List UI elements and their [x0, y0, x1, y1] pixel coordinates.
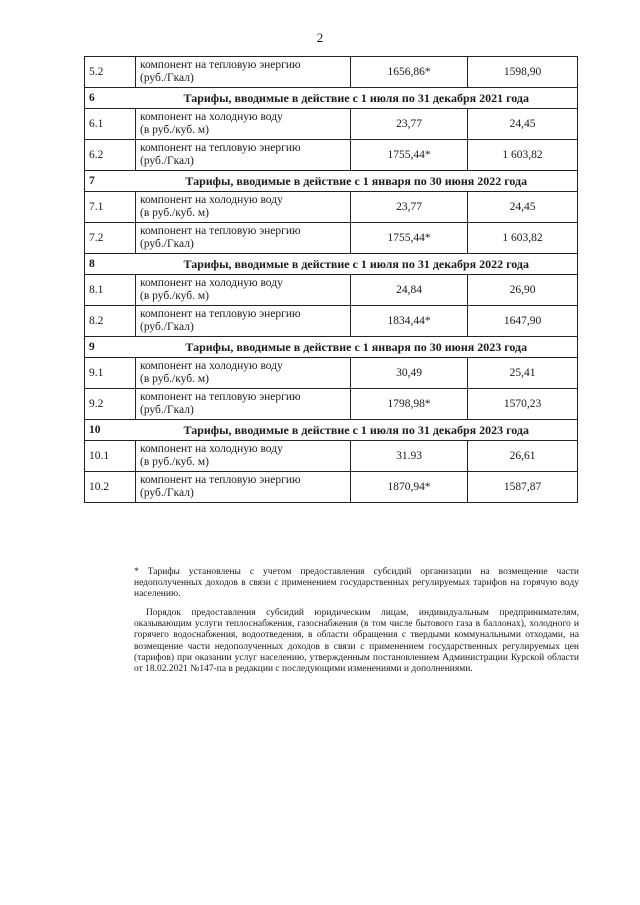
tariff-value-1: 1656,86*: [351, 57, 468, 88]
row-number: 9.1: [85, 358, 136, 389]
tariff-value-1: 31.93: [351, 441, 468, 472]
page-number: 2: [316, 30, 324, 45]
table-row: [85, 192, 578, 223]
table-row: [85, 472, 578, 503]
tariff-value-2: 26,90: [468, 275, 578, 306]
description-unit: (руб./Гкал): [140, 404, 194, 416]
row-number: 6.1: [85, 109, 136, 140]
tariff-value-1: 1755,44*: [351, 223, 468, 254]
subsidy-paragraph: Порядок предоставления субсидий юридическим лицам, индивидуальным предпринимателям, оказывающим услуги теплоснабжения, газоснабжения (в том числе бытового газа в баллонах), холодного и горячего водоснабжения, водоотведения, в области обращения с твердыми коммунальными отходами, на возмещение части недополученных доходов в связи с применением государственных регулируемых цен (тарифов) при оказании услуг населению, утвержденным постановлением Администрации Курской области от 18.02.2021 №147-па в редакции с последующими изменениями и дополнениями.: [134, 608, 579, 675]
description-line: компонент на тепловую энергию: [140, 225, 301, 237]
footnote: * Тарифы установлены с учетом предоставления субсидий организации на возмещение части недополученных доходов в связи с применением государственных регулируемых тарифов на горячую воду населению.: [134, 567, 579, 599]
row-description: [136, 57, 351, 88]
tariff-table: [84, 56, 578, 503]
tariff-value-2: 1 603,82: [468, 223, 578, 254]
row-number: 7.2: [85, 223, 136, 254]
section-number: 8: [85, 254, 136, 275]
row-description: [136, 109, 351, 140]
row-number: 8.1: [85, 275, 136, 306]
description-unit: (в руб./куб. м): [140, 456, 209, 468]
row-number: 8.2: [85, 306, 136, 337]
description-line: компонент на холодную воду: [140, 443, 283, 455]
table-row: [85, 389, 578, 420]
description-line: компонент на тепловую энергию: [140, 59, 301, 71]
description-line: компонент на холодную воду: [140, 360, 283, 372]
section-row: [85, 254, 578, 275]
description-line: компонент на холодную воду: [140, 277, 283, 289]
table-row: [85, 223, 578, 254]
table-row: [85, 306, 578, 337]
description-line: компонент на тепловую энергию: [140, 474, 301, 486]
description-unit: (руб./Гкал): [140, 487, 194, 499]
description-unit: (в руб./куб. м): [140, 290, 209, 302]
tariff-value-2: 24,45: [468, 192, 578, 223]
row-number: 6.2: [85, 140, 136, 171]
tariff-value-1: 1870,94*: [351, 472, 468, 503]
tariff-value-2: 25,41: [468, 358, 578, 389]
tariff-value-2: 1570,23: [468, 389, 578, 420]
tariff-value-2: 1647,90: [468, 306, 578, 337]
section-number: 7: [85, 171, 136, 192]
description-unit: (в руб./куб. м): [140, 207, 209, 219]
row-number: 10.2: [85, 472, 136, 503]
description-unit: (в руб./куб. м): [140, 373, 209, 385]
row-description: [136, 306, 351, 337]
tariff-value-1: 23,77: [351, 192, 468, 223]
row-description: [136, 358, 351, 389]
section-row: [85, 171, 578, 192]
row-number: 10.1: [85, 441, 136, 472]
tariff-value-2: 26,61: [468, 441, 578, 472]
table-row: [85, 441, 578, 472]
table-row: [85, 275, 578, 306]
description-line: компонент на тепловую энергию: [140, 142, 301, 154]
section-title: Тарифы, вводимые в действие с 1 июля по 31 декабря 2023 года: [136, 420, 578, 441]
table-row: [85, 358, 578, 389]
description-unit: (руб./Гкал): [140, 321, 194, 333]
section-title: Тарифы, вводимые в действие с 1 июля по 31 декабря 2022 года: [136, 254, 578, 275]
description-unit: (руб./Гкал): [140, 72, 194, 84]
tariff-value-1: 30,49: [351, 358, 468, 389]
row-number: 7.1: [85, 192, 136, 223]
tariff-value-2: 24,45: [468, 109, 578, 140]
section-number: 9: [85, 337, 136, 358]
description-unit: (руб./Гкал): [140, 238, 194, 250]
tariff-value-1: 23,77: [351, 109, 468, 140]
table-row: [85, 140, 578, 171]
table-row: [85, 57, 578, 88]
description-line: компонент на холодную воду: [140, 111, 283, 123]
section-number: 10: [85, 420, 136, 441]
row-description: [136, 223, 351, 254]
row-description: [136, 275, 351, 306]
table-row: [85, 109, 578, 140]
section-title: Тарифы, вводимые в действие с 1 января по 30 июня 2023 года: [136, 337, 578, 358]
tariff-value-2: 1598,90: [468, 57, 578, 88]
tariff-value-2: 1 603,82: [468, 140, 578, 171]
section-row: [85, 88, 578, 109]
section-title: Тарифы, вводимые в действие с 1 января по 30 июня 2022 года: [136, 171, 578, 192]
row-description: [136, 389, 351, 420]
tariff-value-2: 1587,87: [468, 472, 578, 503]
tariff-value-1: 24,84: [351, 275, 468, 306]
description-unit: (в руб./куб. м): [140, 124, 209, 136]
tariff-value-1: 1834,44*: [351, 306, 468, 337]
section-row: [85, 337, 578, 358]
section-row: [85, 420, 578, 441]
section-title: Тарифы, вводимые в действие с 1 июля по 31 декабря 2021 года: [136, 88, 578, 109]
row-description: [136, 140, 351, 171]
description-unit: (руб./Гкал): [140, 155, 194, 167]
row-number: 9.2: [85, 389, 136, 420]
row-description: [136, 192, 351, 223]
description-line: компонент на тепловую энергию: [140, 391, 301, 403]
row-description: [136, 441, 351, 472]
tariff-value-1: 1755,44*: [351, 140, 468, 171]
section-number: 6: [85, 88, 136, 109]
row-number: 5.2: [85, 57, 136, 88]
row-description: [136, 472, 351, 503]
description-line: компонент на тепловую энергию: [140, 308, 301, 320]
tariff-value-1: 1798,98*: [351, 389, 468, 420]
description-line: компонент на холодную воду: [140, 194, 283, 206]
